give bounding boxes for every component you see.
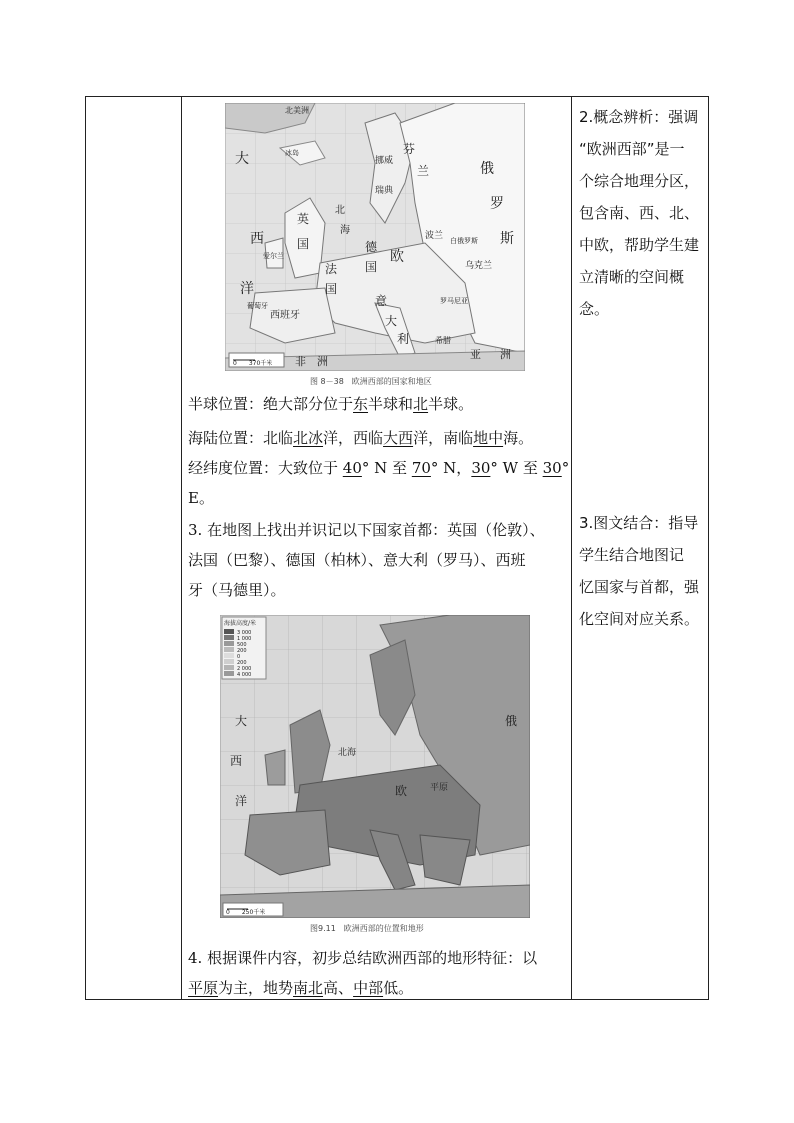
map2-label-europe: 欧	[395, 784, 408, 798]
map1-label-russia-3: 斯	[500, 231, 514, 247]
map1-label-atlantic-1: 大	[235, 151, 249, 167]
map1-caption: 图 8－38 欧洲西部的国家和地区	[310, 377, 432, 386]
paragraph-capitals: 3. 在地图上找出并识记以下国家首都：英国（伦敦）、 法国（巴黎）、德国（柏林）、意大利（罗马）、西班 牙（马德里）。	[188, 521, 545, 599]
map1-label-ukraine: 乌克兰	[465, 261, 493, 271]
map1-label-norway: 挪威	[375, 156, 394, 166]
map1-label-italy-3: 利	[397, 332, 410, 346]
notes-column	[572, 97, 708, 999]
legend-swatch	[224, 665, 234, 670]
map1-label-finland-2: 兰	[417, 164, 430, 178]
map1-label-atlantic-2: 西	[250, 231, 264, 247]
map1-label-romania: 罗马尼亚	[440, 297, 468, 305]
content-column	[182, 97, 571, 999]
map2-legend-title: 海拔高度/米	[224, 620, 257, 627]
legend-label: 4 000	[237, 672, 252, 678]
map1-label-north-america: 北美洲	[285, 106, 309, 115]
map1-label-russia-1: 俄	[480, 161, 494, 177]
map1-svg	[225, 103, 525, 371]
paragraph-latlon: 经纬度位置：大致位于 40° N 至 70° N，30° W 至 30° E。	[188, 459, 570, 507]
map1-label-italy-1: 意	[375, 294, 388, 308]
map1-label-greece: 希腊	[435, 336, 451, 345]
paragraph-terrain: 4. 根据课件内容，初步总结欧洲西部的地形特征：以 平原为主，地势南北高、中部低。	[188, 949, 538, 997]
lesson-table	[85, 96, 709, 1000]
note-map-text: 3.图文结合：指导 学生结合地图记 忆国家与首都，强 化空间对应关系。	[579, 514, 700, 628]
legend-swatch	[224, 647, 234, 652]
legend-swatch	[224, 629, 234, 634]
legend-label: 2 000	[237, 666, 252, 672]
map1-label-france-1: 法	[325, 262, 338, 276]
map2-label-russia: 俄	[505, 714, 518, 728]
map1-label-asia-2: 洲	[500, 348, 511, 361]
map1-label-germany-2: 国	[365, 260, 378, 274]
map2-label-atlantic-2: 西	[230, 754, 243, 768]
map1-label-italy-2: 大	[385, 314, 398, 328]
legend-label: 200	[237, 660, 247, 666]
legend-swatch	[224, 653, 234, 658]
map1-label-sweden: 瑞典	[375, 186, 394, 196]
map1-label-germany-1: 德	[365, 240, 378, 254]
map2-caption: 图9.11 欧洲西部的位置和地形	[310, 924, 424, 933]
map1-label-africa: 非 洲	[295, 355, 328, 368]
map1-label-uk-1: 英	[297, 212, 310, 226]
map1-label-asia-1: 亚	[470, 348, 481, 361]
map2-label-north-sea: 北海	[338, 748, 357, 758]
map2-label-plain: 平原	[430, 783, 449, 793]
map1-label-europe: 欧	[390, 249, 404, 265]
map2-label-atlantic-3: 洋	[235, 794, 248, 808]
map1-label-spain: 西班牙	[270, 310, 300, 321]
legend-swatch	[224, 671, 234, 676]
map1-label-ireland: 爱尔兰	[263, 252, 284, 260]
map-western-europe-terrain	[220, 615, 530, 918]
map1-label-portugal: 葡萄牙	[247, 302, 268, 310]
legend-swatch	[224, 641, 234, 646]
paragraph-sea-land: 海陆位置：北临北冰洋，西临大西洋，南临地中海。	[188, 429, 534, 447]
map1-label-finland-1: 芬	[403, 142, 416, 156]
map1-label-uk-2: 国	[297, 237, 310, 251]
map1-label-sea: 海	[340, 225, 350, 236]
map1-label-atlantic-3: 洋	[240, 281, 254, 297]
paragraph-hemisphere: 半球位置：绝大部分位于东半球和北半球。	[188, 395, 474, 413]
map2-svg	[220, 615, 530, 918]
map1-label-sea-north: 北	[335, 205, 345, 216]
legend-label: 3 000	[237, 630, 252, 636]
map-western-europe-countries	[225, 103, 525, 371]
map1-label-russia-2: 罗	[490, 196, 504, 212]
legend-label: 200	[237, 648, 247, 654]
map1-scale: 0 370千米	[233, 360, 273, 367]
map1-label-france-2: 国	[325, 282, 338, 296]
map2-scale: 0 250千米	[226, 909, 266, 916]
legend-swatch	[224, 659, 234, 664]
legend-label: 0	[237, 654, 241, 660]
legend-swatch	[224, 635, 234, 640]
legend-label: 1 000	[237, 636, 252, 642]
map1-label-poland: 波兰	[425, 231, 444, 241]
map2-label-atlantic-1: 大	[235, 714, 248, 728]
map1-label-belarus: 白俄罗斯	[450, 237, 478, 245]
legend-label: 500	[237, 642, 247, 648]
map1-label-iceland: 冰岛	[285, 149, 299, 157]
note-concept: 2.概念辨析：强调 “欧洲西部”是一 个综合地理分区， 包含南、西、北、 中欧，帮助学生建 立清晰的空间概 念。	[579, 108, 700, 318]
